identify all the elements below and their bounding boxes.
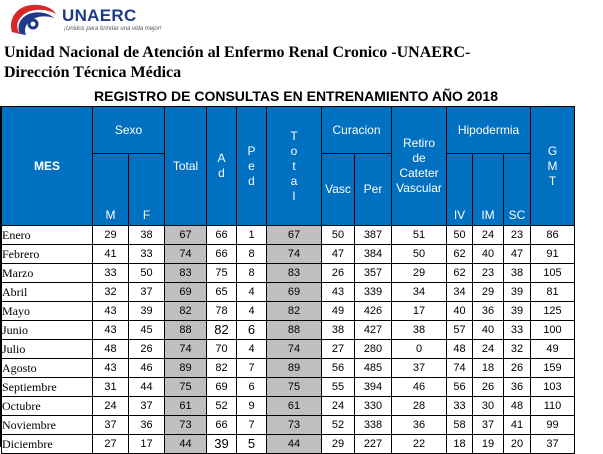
cell-total2: 44 bbox=[267, 435, 322, 454]
cell-iv: 40 bbox=[447, 302, 473, 321]
cell-im: 37 bbox=[473, 416, 504, 435]
cell-m: 43 bbox=[93, 321, 129, 340]
cell-total: 61 bbox=[165, 397, 207, 416]
cell-iv: 62 bbox=[447, 245, 473, 264]
table-row bbox=[2, 226, 575, 245]
report-title: REGISTRO DE CONSULTAS EN ENTRENAMIENTO AÑO 2018 bbox=[94, 88, 498, 104]
cell-f: 50 bbox=[129, 264, 165, 283]
cell-total2: 61 bbox=[267, 397, 322, 416]
cell-per: 227 bbox=[355, 435, 392, 454]
cell-total2: 82 bbox=[267, 302, 322, 321]
cell-im: 24 bbox=[473, 226, 504, 245]
logo-tagline: ¡Unidos para brindar una vida mejor! bbox=[64, 26, 162, 32]
cell-ped: 8 bbox=[237, 245, 267, 264]
cell-gmt: 81 bbox=[531, 283, 575, 302]
header-total: Total bbox=[165, 107, 207, 226]
cell-f: 38 bbox=[129, 226, 165, 245]
cell-mes: Noviembre bbox=[2, 416, 93, 435]
cell-sc: 36 bbox=[504, 378, 531, 397]
cell-sc: 39 bbox=[504, 302, 531, 321]
cell-sc: 26 bbox=[504, 359, 531, 378]
cell-iv: 50 bbox=[447, 226, 473, 245]
cell-ped: 4 bbox=[237, 283, 267, 302]
cell-ad: 39 bbox=[207, 435, 237, 454]
consultations-table bbox=[1, 106, 575, 454]
cell-iv: 58 bbox=[447, 416, 473, 435]
cell-iv: 56 bbox=[447, 378, 473, 397]
cell-ad: 78 bbox=[207, 302, 237, 321]
cell-m: 43 bbox=[93, 302, 129, 321]
cell-ped: 4 bbox=[237, 340, 267, 359]
cell-iv: 57 bbox=[447, 321, 473, 340]
cell-retiro: 36 bbox=[392, 416, 447, 435]
cell-ad: 82 bbox=[207, 359, 237, 378]
cell-mes: Agosto bbox=[2, 359, 93, 378]
header-curacion: Curacion bbox=[322, 107, 392, 154]
cell-gmt: 91 bbox=[531, 245, 575, 264]
header-sc: SC bbox=[504, 154, 531, 226]
cell-ad: 75 bbox=[207, 264, 237, 283]
cell-im: 40 bbox=[473, 245, 504, 264]
cell-f: 37 bbox=[129, 283, 165, 302]
cell-ad: 69 bbox=[207, 378, 237, 397]
cell-per: 330 bbox=[355, 397, 392, 416]
cell-retiro: 46 bbox=[392, 378, 447, 397]
header-retiro-cateter: Retiro de Cateter Vascular bbox=[392, 107, 447, 226]
cell-f: 26 bbox=[129, 340, 165, 359]
unaerc-logo bbox=[6, 2, 162, 38]
cell-im: 29 bbox=[473, 283, 504, 302]
cell-im: 40 bbox=[473, 321, 504, 340]
table-row bbox=[2, 245, 575, 264]
header-total-vertical: T o t a l bbox=[267, 107, 322, 226]
cell-ad: 82 bbox=[207, 321, 237, 340]
cell-f: 36 bbox=[129, 416, 165, 435]
table-row bbox=[2, 359, 575, 378]
cell-vasc: 27 bbox=[322, 340, 355, 359]
cell-ped: 6 bbox=[237, 321, 267, 340]
cell-ped: 9 bbox=[237, 397, 267, 416]
cell-m: 48 bbox=[93, 340, 129, 359]
cell-gmt: 100 bbox=[531, 321, 575, 340]
cell-retiro: 17 bbox=[392, 302, 447, 321]
cell-m: 27 bbox=[93, 435, 129, 454]
cell-vasc: 52 bbox=[322, 416, 355, 435]
table-row bbox=[2, 302, 575, 321]
department-title: Dirección Técnica Médica bbox=[4, 64, 182, 81]
cell-per: 427 bbox=[355, 321, 392, 340]
cell-gmt: 86 bbox=[531, 226, 575, 245]
cell-total: 73 bbox=[165, 416, 207, 435]
cell-im: 30 bbox=[473, 397, 504, 416]
cell-m: 29 bbox=[93, 226, 129, 245]
cell-total: 69 bbox=[165, 283, 207, 302]
cell-sc: 32 bbox=[504, 340, 531, 359]
institution-title: Unidad Nacional de Atención al Enfermo Renal Cronico -UNAERC- bbox=[4, 44, 471, 61]
cell-mes: Abril bbox=[2, 283, 93, 302]
cell-gmt: 105 bbox=[531, 264, 575, 283]
cell-m: 31 bbox=[93, 378, 129, 397]
table-body bbox=[2, 226, 575, 454]
cell-retiro: 38 bbox=[392, 321, 447, 340]
cell-ped: 1 bbox=[237, 226, 267, 245]
cell-total: 44 bbox=[165, 435, 207, 454]
cell-gmt: 125 bbox=[531, 302, 575, 321]
cell-sc: 38 bbox=[504, 264, 531, 283]
cell-per: 485 bbox=[355, 359, 392, 378]
cell-m: 41 bbox=[93, 245, 129, 264]
cell-im: 19 bbox=[473, 435, 504, 454]
table-row bbox=[2, 435, 575, 454]
cell-vasc: 24 bbox=[322, 397, 355, 416]
header-iv: IV bbox=[447, 154, 473, 226]
header-hipodermia: Hipodermia bbox=[447, 107, 531, 154]
cell-ad: 70 bbox=[207, 340, 237, 359]
cell-im: 26 bbox=[473, 378, 504, 397]
cell-total2: 74 bbox=[267, 245, 322, 264]
table-row bbox=[2, 340, 575, 359]
header-m: M bbox=[93, 154, 129, 226]
cell-ad: 52 bbox=[207, 397, 237, 416]
cell-m: 24 bbox=[93, 397, 129, 416]
cell-retiro: 28 bbox=[392, 397, 447, 416]
cell-per: 357 bbox=[355, 264, 392, 283]
cell-retiro: 22 bbox=[392, 435, 447, 454]
cell-mes: Octubre bbox=[2, 397, 93, 416]
cell-ad: 65 bbox=[207, 283, 237, 302]
cell-mes: Septiembre bbox=[2, 378, 93, 397]
cell-total: 74 bbox=[165, 340, 207, 359]
header-pediatria: P e d bbox=[237, 107, 267, 226]
cell-ad: 66 bbox=[207, 245, 237, 264]
cell-total: 82 bbox=[165, 302, 207, 321]
cell-gmt: 99 bbox=[531, 416, 575, 435]
cell-sc: 23 bbox=[504, 226, 531, 245]
cell-ad: 66 bbox=[207, 416, 237, 435]
cell-total: 88 bbox=[165, 321, 207, 340]
cell-total: 74 bbox=[165, 245, 207, 264]
cell-sc: 39 bbox=[504, 283, 531, 302]
cell-sc: 41 bbox=[504, 416, 531, 435]
cell-m: 37 bbox=[93, 416, 129, 435]
cell-per: 339 bbox=[355, 283, 392, 302]
cell-m: 33 bbox=[93, 264, 129, 283]
cell-vasc: 26 bbox=[322, 264, 355, 283]
cell-f: 17 bbox=[129, 435, 165, 454]
header-sexo: Sexo bbox=[93, 107, 165, 154]
table-row bbox=[2, 416, 575, 435]
cell-f: 33 bbox=[129, 245, 165, 264]
header-mes: MES bbox=[2, 107, 93, 226]
cell-vasc: 49 bbox=[322, 302, 355, 321]
cell-gmt: 37 bbox=[531, 435, 575, 454]
cell-vasc: 29 bbox=[322, 435, 355, 454]
cell-im: 24 bbox=[473, 340, 504, 359]
cell-vasc: 50 bbox=[322, 226, 355, 245]
cell-f: 44 bbox=[129, 378, 165, 397]
cell-vasc: 56 bbox=[322, 359, 355, 378]
cell-total2: 73 bbox=[267, 416, 322, 435]
cell-ad: 66 bbox=[207, 226, 237, 245]
table-row bbox=[2, 397, 575, 416]
cell-retiro: 0 bbox=[392, 340, 447, 359]
cell-total: 89 bbox=[165, 359, 207, 378]
cell-total2: 74 bbox=[267, 340, 322, 359]
cell-total2: 88 bbox=[267, 321, 322, 340]
cell-gmt: 159 bbox=[531, 359, 575, 378]
cell-total2: 83 bbox=[267, 264, 322, 283]
header-gmt: G M T bbox=[531, 107, 575, 226]
cell-gmt: 103 bbox=[531, 378, 575, 397]
cell-mes: Julio bbox=[2, 340, 93, 359]
cell-m: 32 bbox=[93, 283, 129, 302]
cell-total2: 75 bbox=[267, 378, 322, 397]
cell-f: 37 bbox=[129, 397, 165, 416]
cell-total2: 89 bbox=[267, 359, 322, 378]
table-row bbox=[2, 378, 575, 397]
cell-mes: Mayo bbox=[2, 302, 93, 321]
cell-mes: Enero bbox=[2, 226, 93, 245]
header-vasc: Vasc bbox=[322, 154, 355, 226]
cell-iv: 18 bbox=[447, 435, 473, 454]
cell-per: 387 bbox=[355, 226, 392, 245]
table-row bbox=[2, 283, 575, 302]
cell-sc: 47 bbox=[504, 245, 531, 264]
cell-vasc: 38 bbox=[322, 321, 355, 340]
cell-per: 426 bbox=[355, 302, 392, 321]
cell-sc: 33 bbox=[504, 321, 531, 340]
header-im: IM bbox=[473, 154, 504, 226]
cell-f: 46 bbox=[129, 359, 165, 378]
cell-ped: 4 bbox=[237, 302, 267, 321]
logo-name: UNAERC bbox=[62, 6, 137, 25]
header-f: F bbox=[129, 154, 165, 226]
cell-per: 394 bbox=[355, 378, 392, 397]
cell-ped: 7 bbox=[237, 359, 267, 378]
cell-gmt: 49 bbox=[531, 340, 575, 359]
cell-total: 67 bbox=[165, 226, 207, 245]
cell-ped: 6 bbox=[237, 378, 267, 397]
cell-iv: 48 bbox=[447, 340, 473, 359]
cell-mes: Junio bbox=[2, 321, 93, 340]
cell-mes: Diciembre bbox=[2, 435, 93, 454]
cell-total: 83 bbox=[165, 264, 207, 283]
cell-retiro: 34 bbox=[392, 283, 447, 302]
cell-iv: 62 bbox=[447, 264, 473, 283]
cell-iv: 74 bbox=[447, 359, 473, 378]
cell-ped: 7 bbox=[237, 416, 267, 435]
cell-per: 280 bbox=[355, 340, 392, 359]
cell-per: 338 bbox=[355, 416, 392, 435]
cell-retiro: 50 bbox=[392, 245, 447, 264]
kidney-swoosh-icon bbox=[6, 2, 58, 38]
cell-iv: 34 bbox=[447, 283, 473, 302]
cell-f: 45 bbox=[129, 321, 165, 340]
cell-sc: 48 bbox=[504, 397, 531, 416]
table-row bbox=[2, 321, 575, 340]
cell-retiro: 51 bbox=[392, 226, 447, 245]
cell-f: 39 bbox=[129, 302, 165, 321]
cell-total2: 69 bbox=[267, 283, 322, 302]
cell-mes: Marzo bbox=[2, 264, 93, 283]
cell-total: 75 bbox=[165, 378, 207, 397]
cell-total2: 67 bbox=[267, 226, 322, 245]
cell-im: 23 bbox=[473, 264, 504, 283]
cell-retiro: 29 bbox=[392, 264, 447, 283]
table-row bbox=[2, 264, 575, 283]
header-per: Per bbox=[355, 154, 392, 226]
cell-vasc: 55 bbox=[322, 378, 355, 397]
cell-im: 36 bbox=[473, 302, 504, 321]
cell-iv: 33 bbox=[447, 397, 473, 416]
cell-mes: Febrero bbox=[2, 245, 93, 264]
cell-retiro: 37 bbox=[392, 359, 447, 378]
cell-im: 18 bbox=[473, 359, 504, 378]
cell-gmt: 110 bbox=[531, 397, 575, 416]
cell-ped: 8 bbox=[237, 264, 267, 283]
header-adultos: A d bbox=[207, 107, 237, 226]
cell-vasc: 47 bbox=[322, 245, 355, 264]
cell-m: 43 bbox=[93, 359, 129, 378]
cell-vasc: 43 bbox=[322, 283, 355, 302]
cell-sc: 20 bbox=[504, 435, 531, 454]
cell-ped: 5 bbox=[237, 435, 267, 454]
cell-per: 384 bbox=[355, 245, 392, 264]
